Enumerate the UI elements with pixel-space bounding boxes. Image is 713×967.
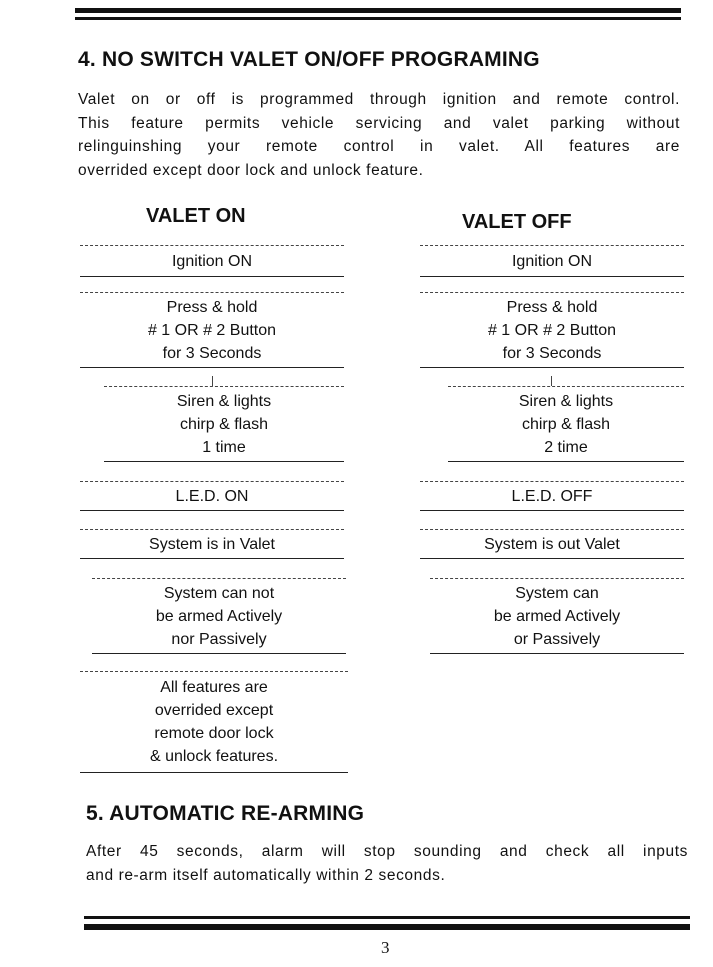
step-text: Ignition ON [171,252,253,270]
section-4-paragraph [78,88,680,182]
step-text: All features are [160,679,268,696]
section-5-title: 5. AUTOMATIC RE-ARMING [86,802,365,825]
valet-on-step-ignition [80,245,344,277]
valet-off-step-armed [430,578,684,654]
step-text: 2 time [544,438,588,456]
step-text: System can not [163,584,275,602]
valet-off-heading: VALET OFF [462,211,572,233]
step-text: or Passively [513,630,601,648]
step-text: # 1 OR # 2 Button [147,321,277,339]
step-text: Siren & lights [518,392,614,410]
step-text: be armed Actively [493,607,621,625]
step-text: remote door lock [154,725,274,742]
paragraph-line: and re-arm itself automatically within 2 seconds. [86,866,446,884]
step-text: Press & hold [166,298,258,316]
step-text: L.E.D. ON [175,487,249,505]
connector [212,376,213,386]
paragraph-line: This feature permits vehicle servicing and valet parking without [78,114,680,132]
valet-on-step-led [80,481,344,511]
step-text: & unlock features. [149,748,279,765]
bottom-rule-thin [84,916,690,919]
top-rule-thin [75,17,681,20]
step-text: for 3 Seconds [162,344,262,362]
step-text: # 1 OR # 2 Button [487,321,617,339]
valet-on-step-armed [92,578,346,654]
section-4-title: 4. NO SWITCH VALET ON/OFF PROGRAMING [78,48,540,71]
valet-off-step-valet [420,529,684,559]
paragraph-line: relinguinshing your remote control in valet. All features are [78,138,680,155]
paragraph-line: Valet on or off is programmed through ignition and remote control. [78,91,680,108]
valet-on-step-valet [80,529,344,559]
step-text: overrided except [154,702,274,719]
step-text: System is in Valet [149,535,275,553]
step-text: chirp & flash [179,415,269,433]
step-text: chirp & flash [521,415,611,433]
step-text: System is out Valet [484,535,620,553]
step-text: L.E.D. OFF [511,487,593,505]
valet-on-step-press-hold [80,292,344,368]
section-5-paragraph [86,840,688,887]
paragraph-line: After 45 seconds, alarm will stop sounding and check all inputs [86,843,688,860]
valet-on-step-siren [104,386,344,462]
valet-on-heading: VALET ON [146,205,246,227]
bottom-rule-thick [84,924,690,930]
step-text: be armed Actively [155,607,283,625]
valet-off-step-press-hold [420,292,684,368]
top-rule-thick [75,8,681,13]
valet-off-step-ignition [420,245,684,277]
valet-off-step-led [420,481,684,511]
connector [551,376,552,386]
page-number: 3 [381,938,390,957]
step-text: 1 time [202,438,246,456]
valet-off-step-siren [448,386,684,462]
valet-on-step-features [80,671,348,773]
step-text: System can [515,584,599,602]
step-text: Ignition ON [511,252,593,270]
step-text: for 3 Seconds [502,344,602,362]
step-text: Siren & lights [176,392,272,410]
paragraph-line: overrided except door lock and unlock feature. [78,161,424,179]
step-text: nor Passively [171,630,267,648]
step-text: Press & hold [506,298,598,316]
